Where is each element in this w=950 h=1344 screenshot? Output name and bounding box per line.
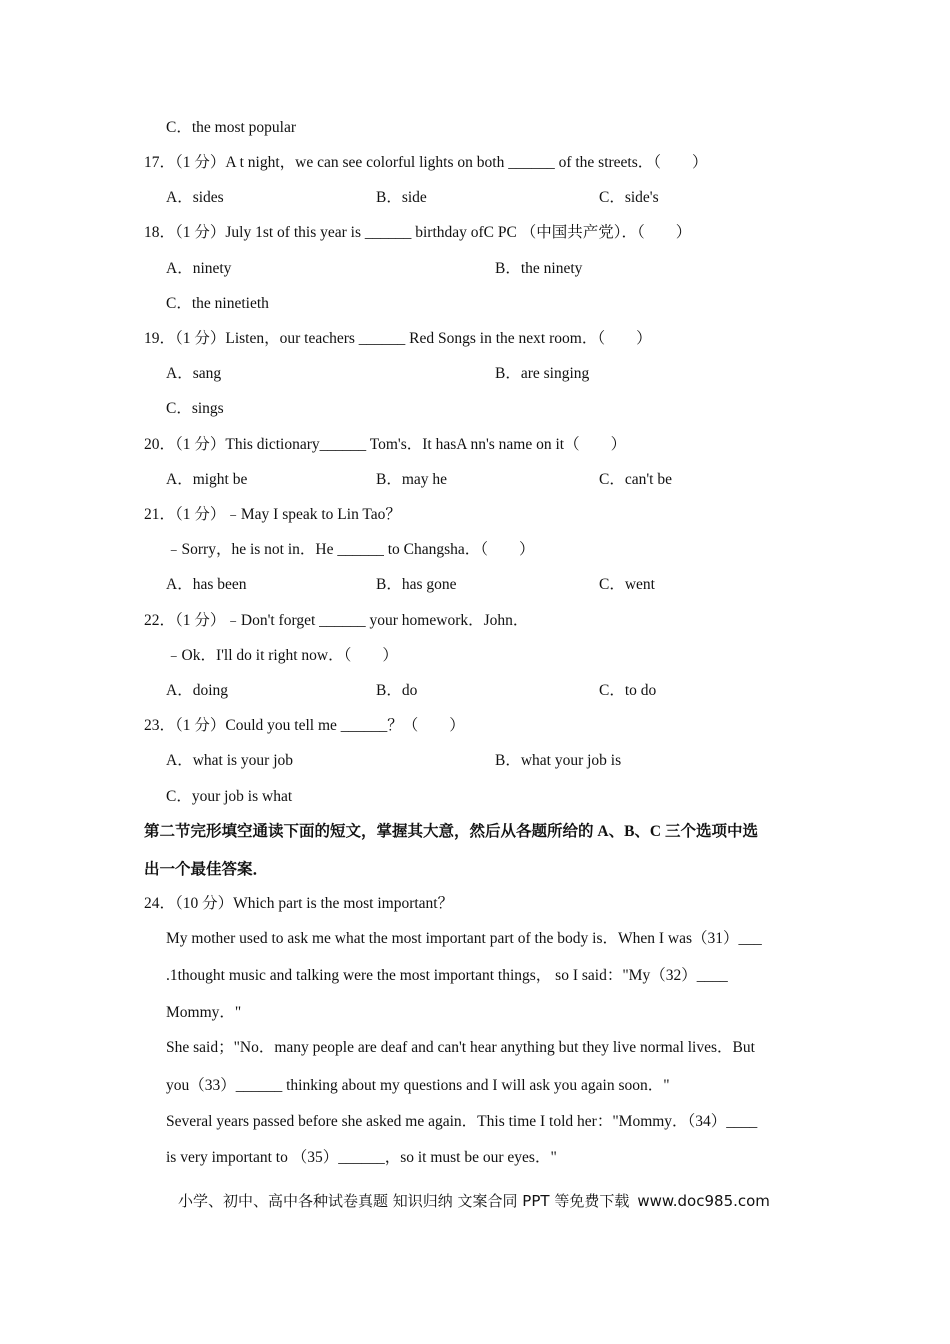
footer-text: 小学、初中、高中各种试卷真题 知识归纳 文案合同 PPT 等免费下载 [178, 1192, 630, 1210]
text-line: A．sides [166, 189, 224, 206]
text-line: 24．（10 分）Which part is the most important？ [144, 895, 454, 912]
text-line: 23．（1 分）Could you tell me ______？（ ） [144, 717, 465, 734]
text-line: Several years passed before she asked me again．This time I told her："Mommy．（34）____ [166, 1113, 758, 1130]
footer-banner [178, 1190, 770, 1211]
text-line: 19．（1 分）Listen，our teachers ______ Red Songs in the next room．（ ） [144, 330, 652, 347]
text-line: B．the ninety [495, 260, 583, 277]
text-line: C．side's [599, 189, 659, 206]
text-line: B．what your job is [495, 752, 622, 769]
text-line: B．do [376, 682, 418, 699]
text-line: ﹣Ok．I'll do it right now．（ ） [166, 647, 398, 664]
text-line: .1thought music and talking were the most important things， so I said："My（32）____ [166, 967, 728, 984]
text-line: My mother used to ask me what the most important part of the body is．When I was（31）___ [166, 930, 762, 947]
text-line: A．ninety [166, 260, 232, 277]
text-line: C．the ninetieth [166, 295, 269, 312]
text-line: She said；"No．many people are deaf and can't hear anything but they live normal lives．But [166, 1039, 755, 1056]
text-line: C．can't be [599, 471, 672, 488]
text-line: A．doing [166, 682, 229, 699]
text-line: B．may he [376, 471, 448, 488]
text-line: 第二节完形填空通读下面的短文，掌握其大意，然后从各题所给的 A、B、C 三个选项中选 [144, 823, 758, 840]
text-line: A．what is your job [166, 752, 294, 769]
text-line: ﹣Sorry，he is not in．He ______ to Changsha．（ ） [166, 541, 535, 558]
text-line: is very important to （35）______，so it must be our eyes．" [166, 1149, 557, 1166]
text-line: you（33）______ thinking about my questions and I will ask you again soon．" [166, 1077, 670, 1094]
text-line: 22．（1 分）﹣Don't forget ______ your homework．John． [144, 612, 529, 629]
text-line: C．went [599, 576, 655, 593]
text-line: 18．（1 分）July 1st of this year is ______ birthday ofC PC （中国共产党）．（ ） [144, 224, 692, 241]
text-line: 出一个最佳答案． [144, 861, 269, 878]
text-line: C．sings [166, 400, 224, 417]
text-line: 17．（1 分）A t night，we can see colorful lights on both ______ of the streets．（ ） [144, 154, 708, 171]
text-line: B．are singing [495, 365, 590, 382]
text-line: B．side [376, 189, 427, 206]
text-line: A．has been [166, 576, 247, 593]
text-line: Mommy．" [166, 1004, 242, 1021]
footer-url[interactable]: www.doc985.com [637, 1192, 770, 1210]
text-line: 21．（1 分）﹣May I speak to Lin Tao？ [144, 506, 401, 523]
text-line: 20．（1 分）This dictionary______ Tom's．It hasA nn's name on it（ ） [144, 436, 627, 453]
text-line: C．the most popular [166, 119, 297, 136]
text-line: A．sang [166, 365, 222, 382]
text-line: A．might be [166, 471, 248, 488]
text-line: C．to do [599, 682, 657, 699]
text-line: B．has gone [376, 576, 457, 593]
text-line: C．your job is what [166, 788, 293, 805]
